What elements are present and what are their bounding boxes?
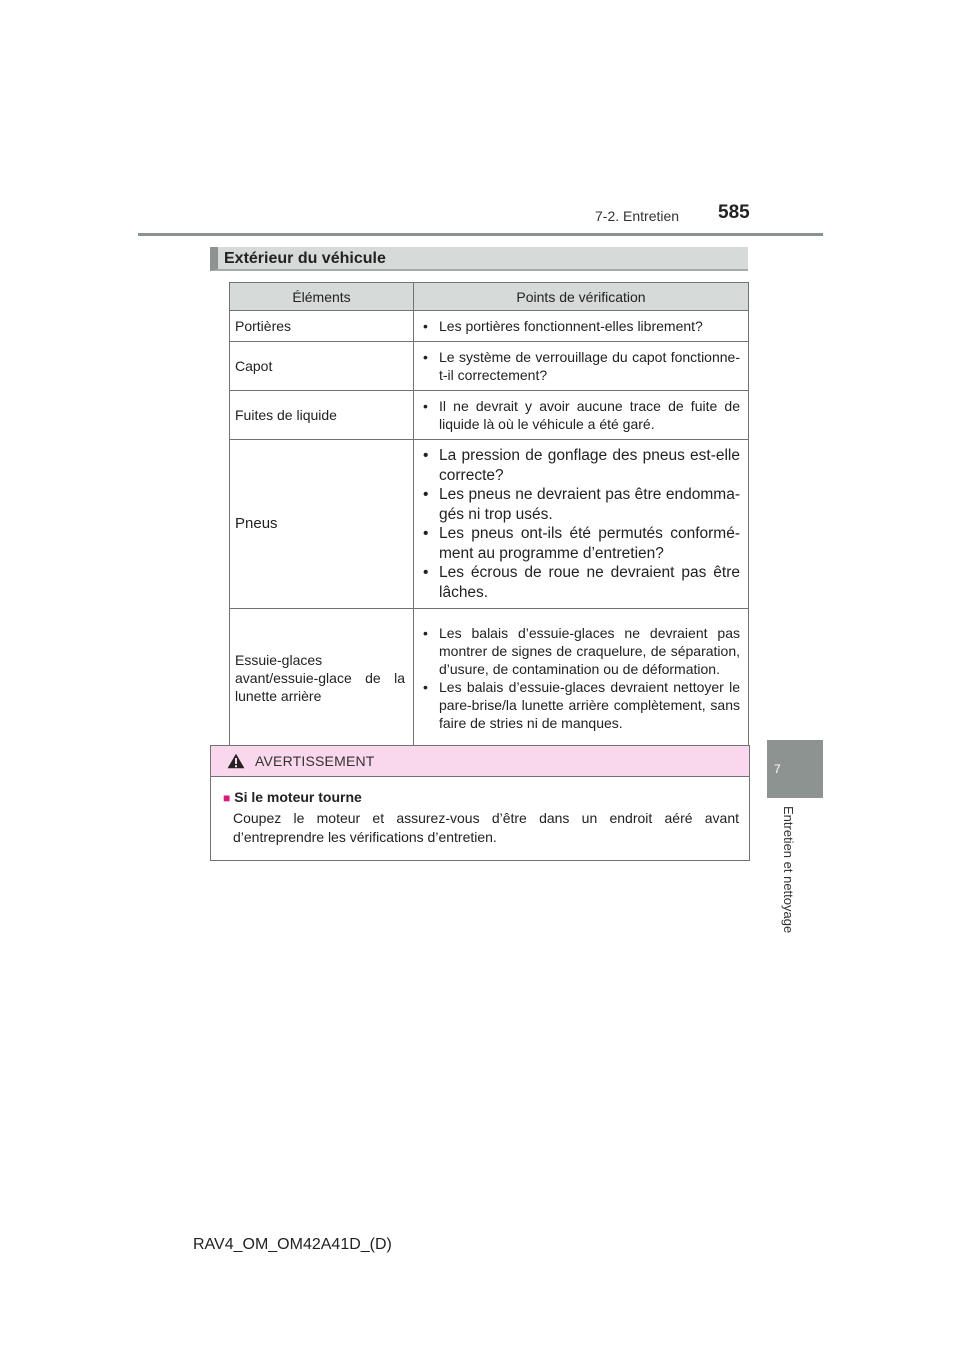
check-point: • Les pneus ont-ils été permutés conformément au programme d’entretien? [423, 524, 740, 563]
item-cell: Portières [230, 311, 414, 342]
table-header-row [230, 283, 749, 311]
check-point: • Le système de verrouillage du capot fonctionne-t-il correctement? [423, 348, 740, 384]
square-bullet-icon: ■ [223, 791, 231, 805]
table-row [230, 342, 749, 391]
section-heading: Extérieur du véhicule [210, 247, 748, 271]
check-point: • Les écrous de roue ne devraient pas être lâches. [423, 563, 740, 602]
document-code: RAV4_OM_OM42A41D_(D) [193, 1236, 392, 1253]
points-cell [414, 311, 749, 342]
item-cell: Pneus [230, 440, 414, 609]
check-point: • Les pneus ne devraient pas être endommagés ni trop usés. [423, 485, 740, 524]
check-point: • Les balais d’essuie-glaces ne devraient pas montrer de signes de craquelure, de séparation, d’usure, de contamination ou de déformation. [423, 624, 740, 678]
table-row [230, 609, 749, 747]
table-row [230, 391, 749, 440]
item-cell: Essuie-glaces avant/essuie-glace de la lunette arrière [230, 609, 414, 747]
points-cell [414, 342, 749, 391]
check-point: • Les balais d’essuie-glaces devraient nettoyer le pare-brise/la lunette arrière complètement, sans faire de stries ni de manques. [423, 678, 740, 732]
column-header-items: Éléments [230, 283, 414, 311]
inspection-table [229, 282, 749, 747]
page-number: 585 [718, 202, 750, 223]
points-cell [414, 440, 749, 609]
check-point: • Les portières fonctionnent-elles librement? [423, 317, 740, 335]
points-cell [414, 609, 749, 747]
item-cell: Capot [230, 342, 414, 391]
table-row [230, 311, 749, 342]
column-header-points: Points de vérification [414, 283, 749, 311]
header-divider [138, 233, 823, 236]
chapter-number: 7 [774, 762, 781, 776]
chapter-title: Entretien et nettoyage [781, 806, 796, 934]
warning-title: AVERTISSEMENT [255, 753, 375, 769]
warning-triangle-icon [227, 753, 245, 769]
warning-text: Coupez le moteur et assurez-vous d’être dans un endroit aéré avant d’entreprendre les vérifications d’entretien. [233, 810, 739, 845]
check-point: • La pression de gonflage des pneus est-elle correcte? [423, 446, 740, 485]
warning-box [210, 745, 750, 861]
section-label: 7-2. Entretien [595, 208, 680, 224]
warning-subheading [223, 789, 362, 805]
warning-header [211, 746, 749, 777]
table-row [230, 440, 749, 609]
check-point: • Il ne devrait y avoir aucune trace de fuite de liquide là où le véhicule a été garé. [423, 397, 740, 433]
item-cell: Fuites de liquide [230, 391, 414, 440]
warning-subheading-text: Si le moteur tourne [234, 789, 362, 805]
points-cell [414, 391, 749, 440]
